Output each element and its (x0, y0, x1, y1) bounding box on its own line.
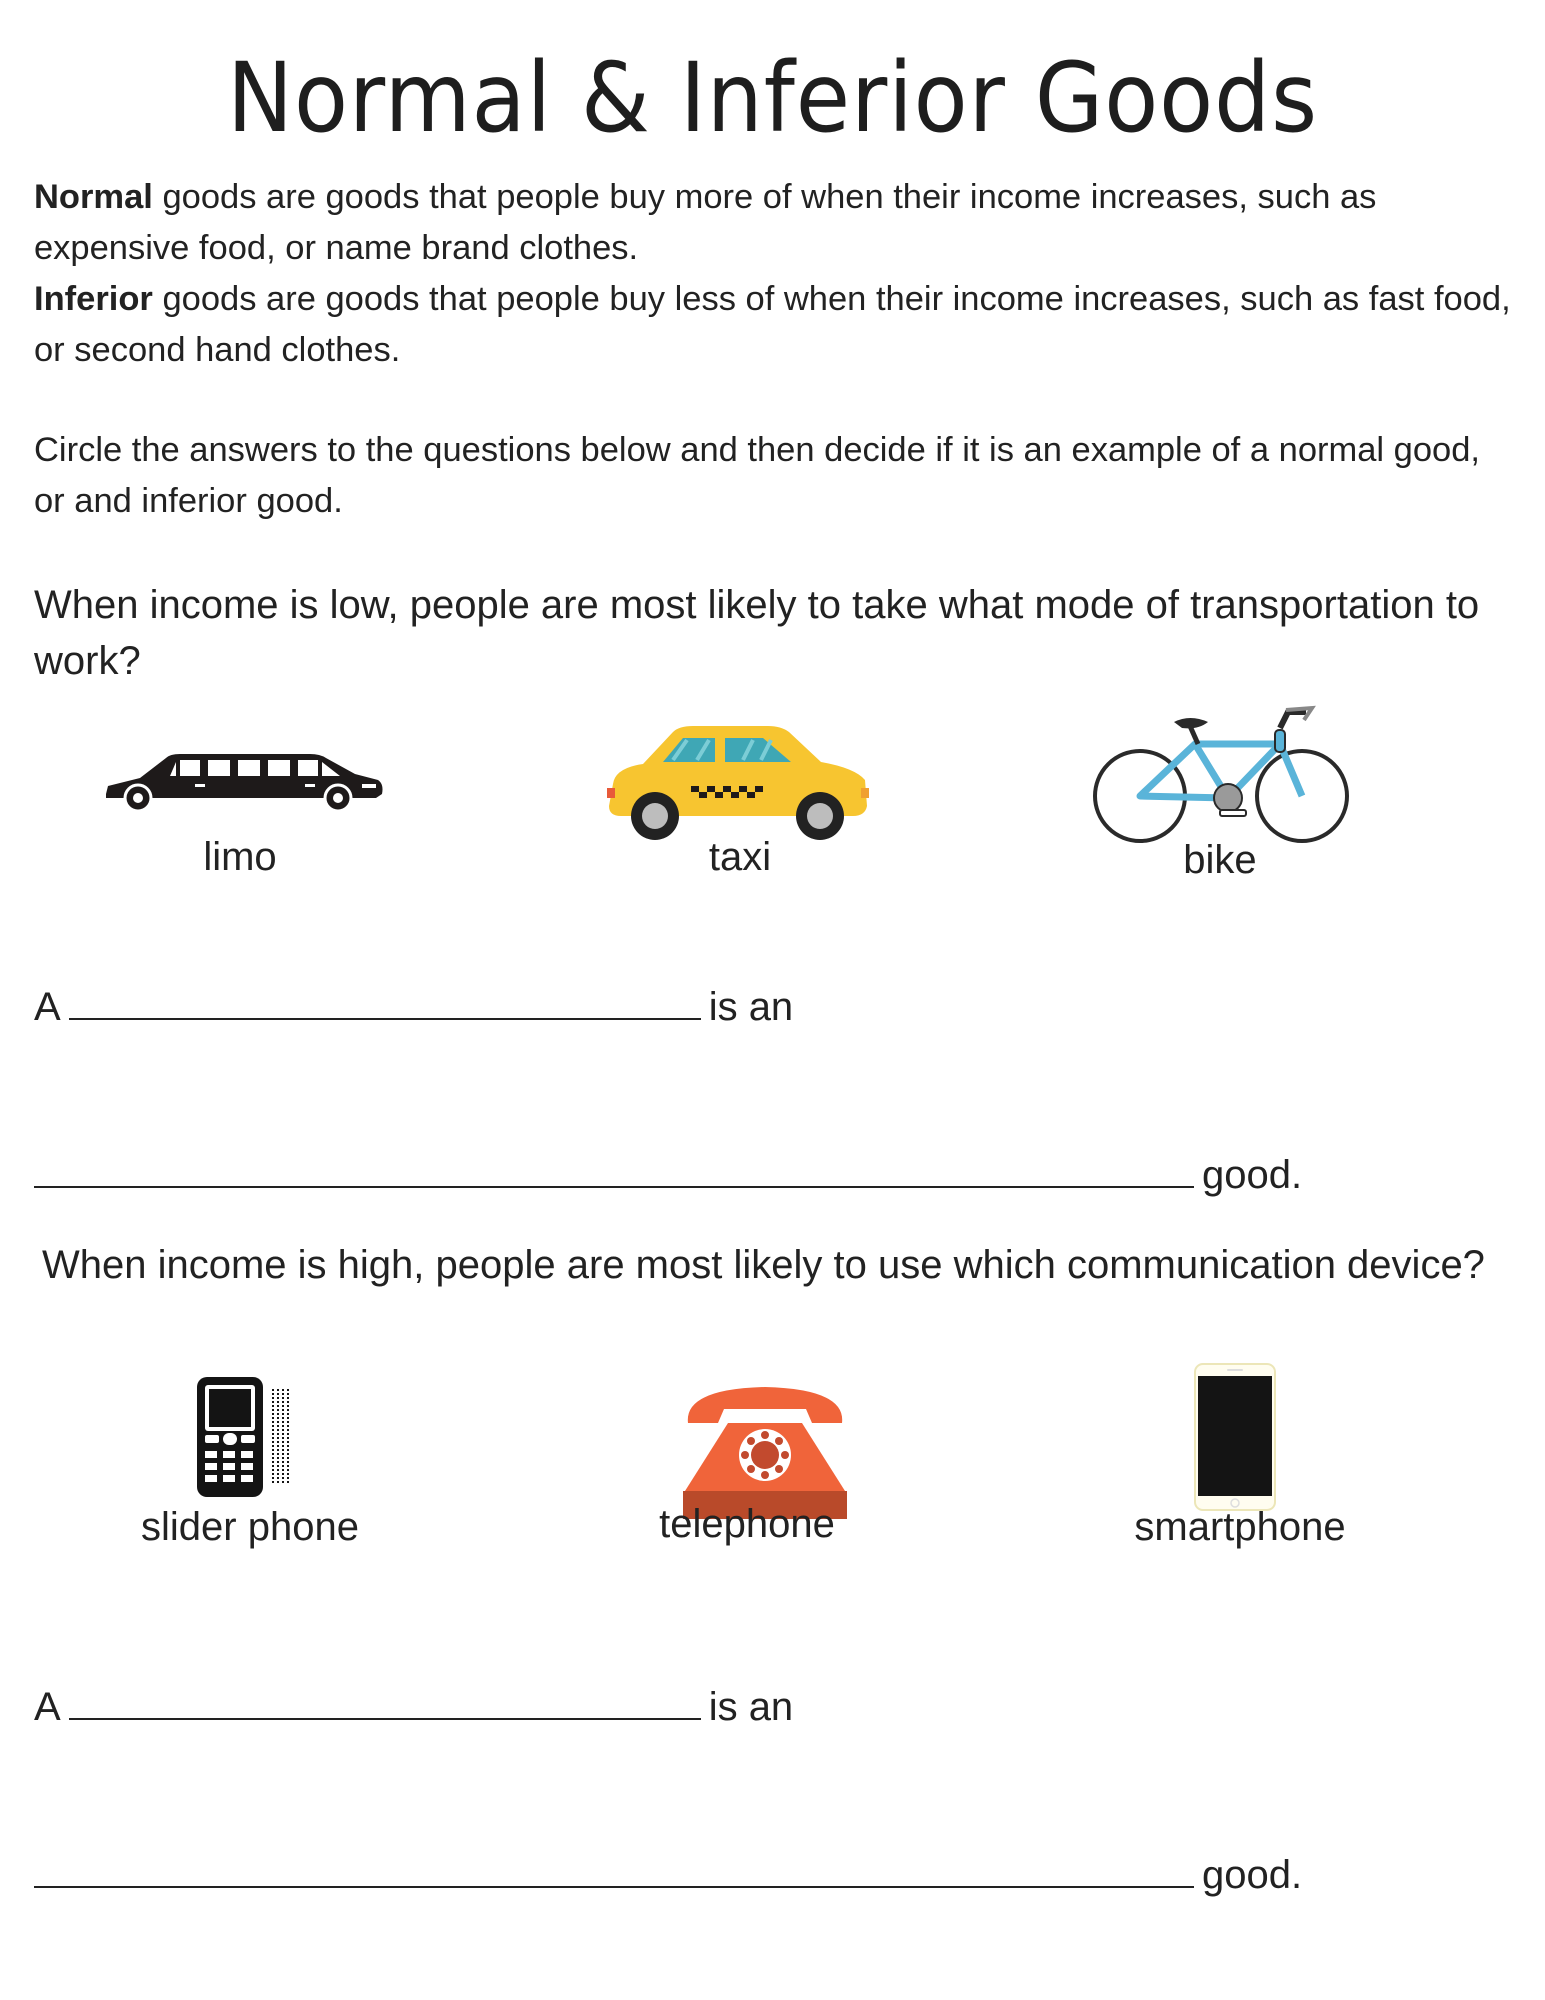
question-1-answer-line-2 (34, 1153, 1302, 1198)
option-label-taxi[interactable]: taxi (708, 835, 772, 879)
answer-blank-good-name[interactable] (69, 1717, 701, 1720)
limousine-icon[interactable] (100, 742, 385, 819)
normal-definition (34, 172, 1514, 274)
answer-prefix: A (34, 1685, 61, 1729)
answer-middle: is an (708, 985, 794, 1029)
normal-definition-text: goods are goods that people buy more of when their income increases, such as expensive food, or name brand clothes. (34, 178, 1377, 267)
option-label-limo[interactable]: limo (203, 835, 277, 879)
inferior-term: Inferior (34, 280, 153, 318)
normal-term: Normal (34, 178, 153, 216)
answer-blank-good-name[interactable] (69, 1017, 701, 1020)
answer-prefix: A (34, 985, 61, 1029)
answer-blank-good-type[interactable] (34, 1185, 1194, 1188)
page-title: Normal & Inferior Goods (226, 42, 1319, 154)
slider-phone-icon[interactable] (193, 1375, 303, 1505)
question-1-text: When income is low, people are most likely to take what mode of transportation to work? (34, 583, 1480, 683)
option-label-smartphone[interactable]: smartphone (1134, 1505, 1346, 1549)
answer-suffix: good. (1202, 1153, 1303, 1197)
question-2-answer-line-2 (34, 1853, 1302, 1898)
smartphone-icon[interactable] (1193, 1362, 1277, 1517)
inferior-definition-text: goods are goods that people buy less of when their income increases, such as fast food, or second hand clothes. (34, 280, 1511, 369)
question-2-text: When income is high, people are most likely to use which communication device? (42, 1243, 1485, 1287)
bicycle-icon[interactable] (1090, 702, 1350, 857)
answer-suffix: good. (1202, 1853, 1303, 1897)
question-2-answer-line-1 (34, 1685, 793, 1730)
option-label-slider-phone[interactable]: slider phone (141, 1505, 359, 1549)
instructions: Circle the answers to the questions below and then decide if it is an example of a normal good, or and inferior good. (34, 431, 1481, 520)
question-1-answer-line-1 (34, 985, 793, 1030)
option-label-telephone[interactable]: telephone (659, 1502, 835, 1546)
inferior-definition (34, 274, 1514, 376)
option-label-bike[interactable]: bike (1183, 838, 1257, 882)
answer-blank-good-type[interactable] (34, 1885, 1194, 1888)
answer-middle: is an (708, 1685, 794, 1729)
taxi-icon[interactable] (603, 722, 873, 847)
